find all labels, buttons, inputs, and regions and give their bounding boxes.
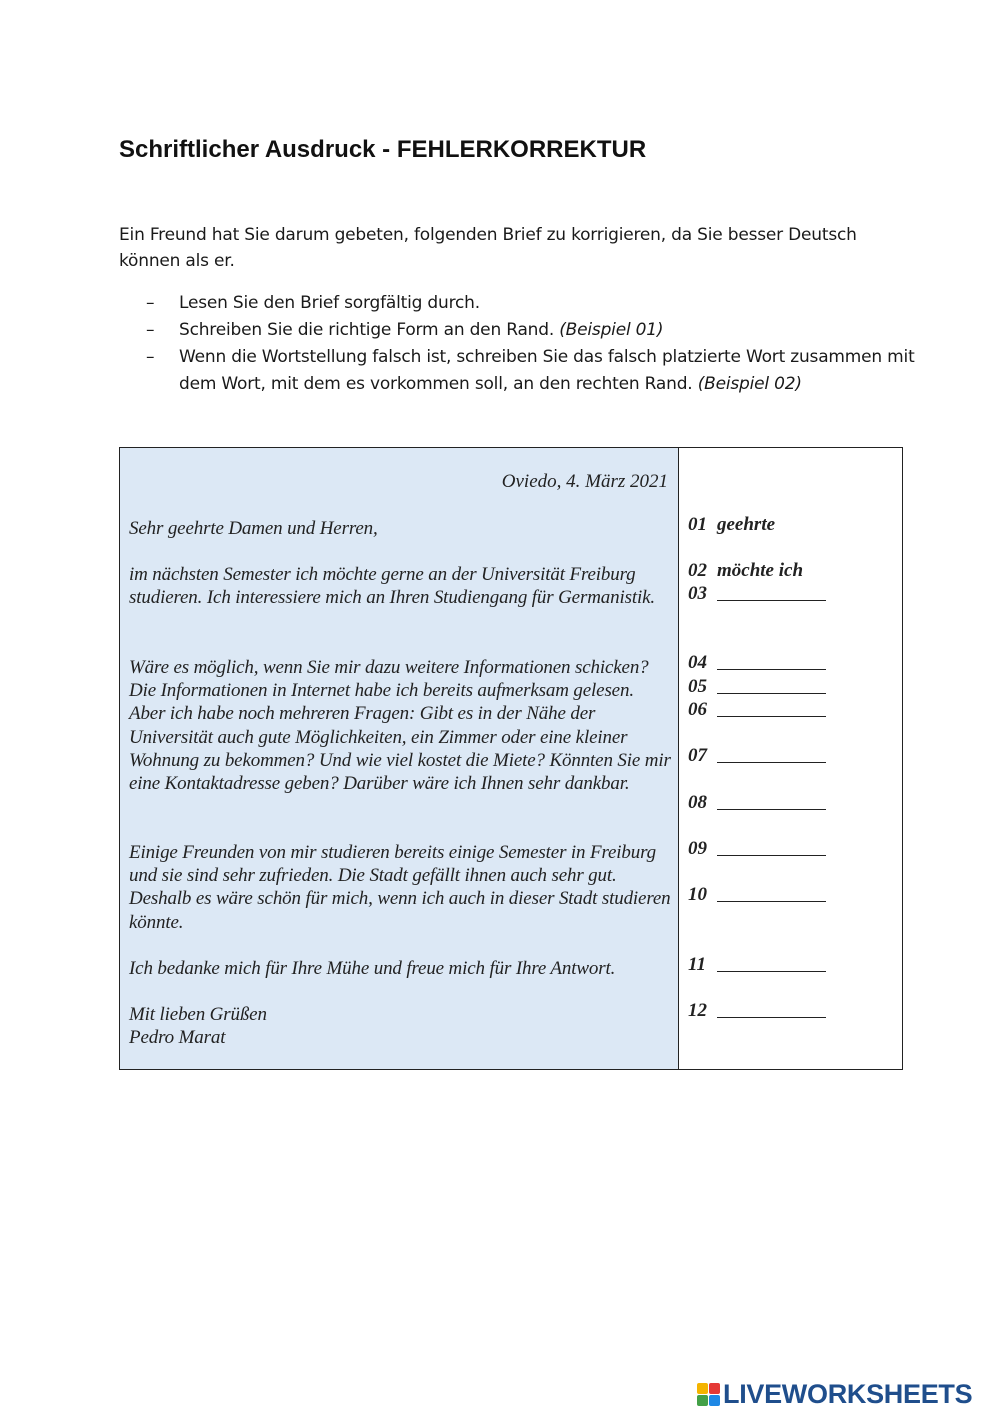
answer-row-07 — [688, 745, 826, 767]
answer-input-05[interactable] — [717, 679, 826, 694]
answer-row-09 — [688, 838, 826, 860]
answer-number: 03 — [688, 583, 707, 604]
logo-mark-icon — [697, 1383, 720, 1406]
instruction-example: (Beispiel 02) — [697, 374, 802, 394]
letter-date: Oviedo, 4. März 2021 — [501, 471, 668, 492]
instruction-bullet: – — [146, 347, 155, 367]
instruction-text: Lesen Sie den Brief sorgfältig durch. — [179, 293, 480, 313]
instruction-bullet: – — [146, 320, 155, 340]
answer-number: 01 — [688, 514, 707, 535]
answer-row-12 — [688, 1000, 826, 1022]
page-title: Schriftlicher Ausdruck - FEHLERKORREKTUR — [119, 136, 647, 163]
logo-square-blue — [709, 1395, 720, 1406]
answer-number: 05 — [688, 676, 707, 697]
answer-input-04[interactable] — [717, 655, 826, 670]
letter-salutation: Sehr geehrte Damen und Herren, — [129, 518, 378, 539]
answer-row-01 — [688, 514, 775, 536]
answer-input-06[interactable] — [717, 702, 826, 717]
instruction-example: (Beispiel 01) — [559, 320, 664, 340]
letter-signature: Pedro Marat — [129, 1027, 226, 1048]
letter-paragraph: Wäre es möglich, wenn Sie mir dazu weitere Informationen schicken? Die Informationen in Internet habe ich bereits aufmerksam gelesen. Aber ich habe noch mehreren Fragen: Gibt es in der Nähe der Universität auch gute Möglichkeiten, ein Zimmer oder eine kleiner Wohnung zu bekommen? Und wie viel kostet die Miete? Könnten Sie mir eine Kontaktadresse geben? Darüber wäre ich Ihnen sehr dankbar. — [129, 657, 671, 795]
answer-example-value: möchte ich — [717, 560, 804, 581]
instruction-item — [146, 317, 916, 344]
liveworksheets-logo[interactable] — [697, 1378, 972, 1410]
instruction-bullet: – — [146, 293, 155, 313]
answer-row-04 — [688, 652, 826, 674]
answer-row-02 — [688, 560, 803, 582]
answer-row-06 — [688, 699, 826, 721]
answer-input-11[interactable] — [717, 957, 826, 972]
answer-number: 02 — [688, 560, 707, 581]
answer-row-08 — [688, 792, 826, 814]
answer-number: 08 — [688, 792, 707, 813]
answer-row-05 — [688, 676, 826, 698]
answer-input-07[interactable] — [717, 748, 826, 763]
answer-column — [679, 448, 902, 1069]
answer-input-09[interactable] — [717, 841, 826, 856]
logo-square-green — [697, 1395, 708, 1406]
letter-paragraph: Einige Freunden von mir studieren bereits einige Semester in Freiburg und sie sind sehr zufrieden. Die Stadt gefällt ihnen auch sehr gut. Deshalb es wäre schön für mich, wenn ich auch in dieser Stadt studieren könnte. — [129, 842, 671, 933]
answer-input-12[interactable] — [717, 1003, 826, 1018]
instruction-list — [146, 290, 916, 398]
letter-paragraph: Ich bedanke mich für Ihre Mühe und freue mich für Ihre Antwort. — [129, 958, 616, 979]
letter-closing: Mit lieben Grüßen — [129, 1004, 267, 1025]
instruction-text: Schreiben Sie die richtige Form an den Rand. — [179, 320, 560, 340]
logo-square-yellow — [697, 1383, 708, 1394]
intro-text: Ein Freund hat Sie darum gebeten, folgenden Brief zu korrigieren, da Sie besser Deutsch können als er. — [119, 225, 857, 271]
instruction-item — [146, 290, 916, 317]
logo-square-red — [709, 1383, 720, 1394]
answer-number: 12 — [688, 1000, 707, 1021]
answer-row-03 — [688, 583, 826, 605]
exercise-table — [119, 447, 903, 1070]
answer-input-08[interactable] — [717, 795, 826, 810]
answer-input-10[interactable] — [717, 887, 826, 902]
letter-panel — [120, 448, 679, 1069]
answer-number: 10 — [688, 884, 707, 905]
answer-number: 04 — [688, 652, 707, 673]
answer-input-03[interactable] — [717, 586, 826, 601]
logo-text: LIVEWORKSHEETS — [723, 1378, 973, 1409]
answer-example-value: geehrte — [717, 514, 776, 535]
answer-number: 09 — [688, 838, 707, 859]
answer-row-10 — [688, 884, 826, 906]
answer-row-11 — [688, 954, 826, 976]
answer-number: 11 — [688, 954, 706, 975]
instruction-text: Wenn die Wortstellung falsch ist, schreiben Sie das falsch platzierte Wort zusammen mit dem Wort, mit dem es vorkommen soll, an den rechten Rand. — [179, 347, 915, 394]
answer-number: 07 — [688, 745, 707, 766]
instruction-item — [146, 344, 916, 398]
letter-paragraph: im nächsten Semester ich möchte gerne an der Universität Freiburg studieren. Ich interessiere mich an Ihren Studiengang für Germanistik. — [129, 564, 655, 609]
answer-number: 06 — [688, 699, 707, 720]
